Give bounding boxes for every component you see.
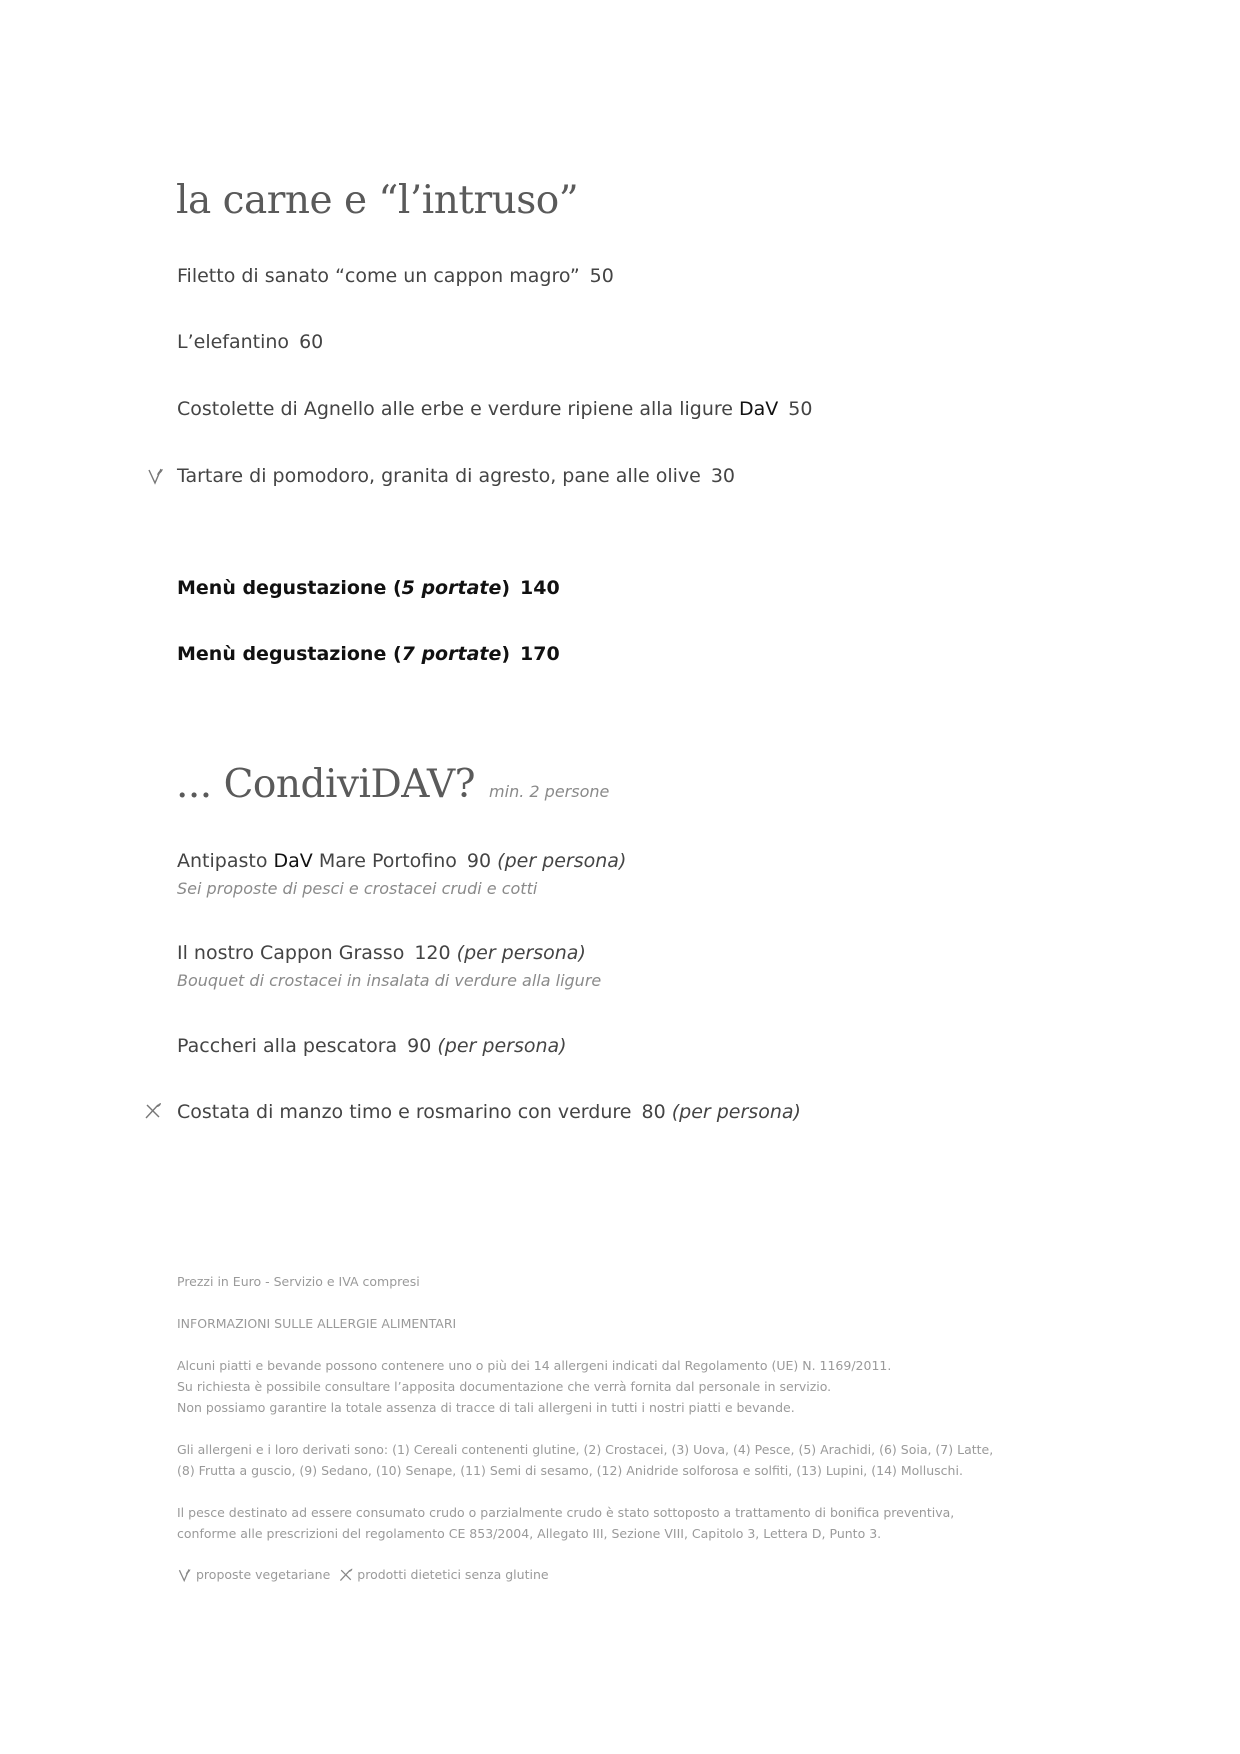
allergy-title: INFORMAZIONI SULLE ALLERGIE ALIMENTARI	[177, 1316, 457, 1331]
allergy-line: Alcuni piatti e bevande possono contenere uno o più dei 14 allergeni indicati dal Regolamento (UE) N. 1169/2011.	[177, 1358, 892, 1373]
menu-item	[177, 265, 614, 287]
item-name: Filetto di sanato “come un cappon magro”	[177, 265, 580, 287]
item-name-post: Mare Portofino	[318, 850, 457, 872]
menu-item	[177, 1035, 567, 1057]
item-price: 60	[299, 331, 324, 353]
menu-item	[177, 331, 323, 353]
menu-item	[177, 398, 812, 420]
menu-item	[177, 850, 626, 872]
item-price: 120	[414, 942, 451, 964]
item-name: L’elefantino	[177, 331, 290, 353]
vegetarian-icon	[146, 466, 166, 486]
item-price: 30	[710, 465, 736, 487]
allergen-line: (8) Frutta a guscio, (9) Sedano, (10) Senape, (11) Semi di sesamo, (12) Anidride solforosa e solfiti, (13) Lupini, (14) Molluschi.	[177, 1463, 963, 1478]
section-title: ... CondiviDAV?	[176, 762, 476, 807]
per-person: (per persona)	[497, 850, 627, 872]
tasting-price: 140	[520, 577, 560, 599]
menu-item	[177, 1101, 801, 1123]
allergy-paragraph	[177, 1355, 891, 1418]
fish-line: conforme alle prescrizioni del regolamento CE 853/2004, Allegato III, Sezione VIII, Capitolo 3, Lettera D, Punto 3.	[177, 1526, 882, 1541]
brand-dav: DaV	[739, 398, 779, 420]
tasting-menu	[177, 577, 560, 599]
item-name: Tartare di pomodoro, granita di agresto, pane alle olive	[177, 465, 701, 487]
tasting-close: )	[501, 577, 511, 599]
item-price: 80	[641, 1101, 666, 1123]
item-price: 50	[589, 265, 614, 287]
item-price: 90	[466, 850, 492, 872]
section-heading-meat: la carne e “l’intruso”	[176, 178, 579, 223]
item-name: Costata di manzo timo e rosmarino con verdure	[177, 1101, 632, 1123]
per-person: (per persona)	[456, 942, 586, 964]
item-price: 90	[407, 1035, 432, 1057]
tasting-label: Menù degustazione (	[177, 577, 402, 599]
item-name: Il nostro Cappon Grasso	[177, 942, 405, 964]
fish-note	[177, 1502, 954, 1544]
item-name: Paccheri alla pescatora	[177, 1035, 398, 1057]
legend-gluten-free: prodotti dietetici senza glutine	[357, 1567, 549, 1582]
tasting-price: 170	[520, 643, 560, 665]
vegetarian-icon	[177, 1567, 193, 1583]
item-description: Sei proposte di pesci e crostacei crudi e cotti	[177, 879, 538, 898]
item-price: 50	[788, 398, 813, 420]
tasting-close: )	[501, 643, 511, 665]
per-person: (per persona)	[437, 1035, 567, 1057]
gluten-free-icon	[338, 1567, 354, 1583]
item-name-pre: Antipasto	[177, 850, 268, 872]
allergen-list	[177, 1439, 993, 1481]
menu-item	[177, 465, 735, 487]
allergen-line: Gli allergeni e i loro derivati sono: (1) Cereali contenenti glutine, (2) Crostacei, (3) Uova, (4) Pesce, (5) Arachidi, (6) Soia, (7) Latte,	[177, 1442, 994, 1457]
tasting-menu	[177, 643, 560, 665]
gluten-free-icon	[143, 1101, 163, 1121]
tasting-portions: 7 portate	[401, 643, 502, 665]
fish-line: Il pesce destinato ad essere consumato crudo o parzialmente crudo è stato sottoposto a trattamento di bonifica preventiva,	[177, 1505, 955, 1520]
tasting-label: Menù degustazione (	[177, 643, 402, 665]
item-name: Costolette di Agnello alle erbe e verdure ripiene alla ligure	[177, 398, 733, 420]
item-description: Bouquet di crostacei in insalata di verdure alla ligure	[177, 971, 602, 990]
prices-note: Prezzi in Euro - Servizio e IVA compresi	[177, 1274, 420, 1289]
legend-vegetarian: proposte vegetariane	[196, 1567, 331, 1582]
allergy-line: Su richiesta è possibile consultare l’apposita documentazione che verrà fornita dal personale in servizio.	[177, 1379, 832, 1394]
section-heading-share	[176, 762, 609, 807]
allergy-line: Non possiamo garantire la totale assenza di tracce di tali allergeni in tutti i nostri piatti e bevande.	[177, 1400, 795, 1415]
min-persons-note: min. 2 persone	[489, 782, 610, 801]
brand-dav: DaV	[273, 850, 313, 872]
tasting-portions: 5 portate	[401, 577, 502, 599]
icon-legend	[177, 1564, 549, 1585]
per-person: (per persona)	[671, 1101, 801, 1123]
menu-item	[177, 942, 586, 964]
